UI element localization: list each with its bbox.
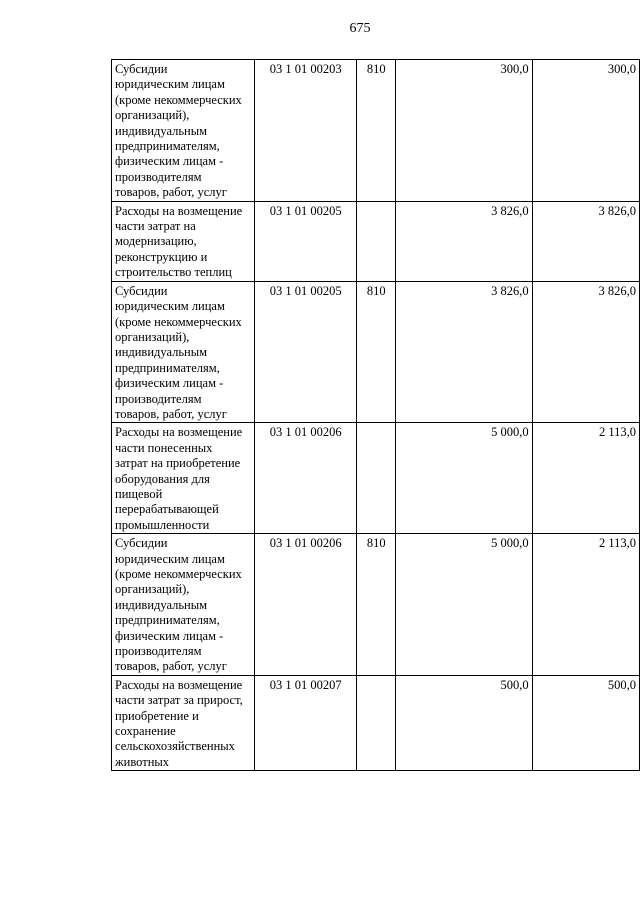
expense-name-line: предпринимателям, — [115, 613, 220, 628]
target-code-cell: 03 1 01 00207 — [255, 675, 357, 770]
expense-name-cell — [112, 281, 255, 423]
expense-name-line: товаров, работ, услуг — [115, 185, 227, 200]
expense-type-cell — [356, 201, 395, 281]
table-row — [112, 534, 640, 676]
expense-name-line: физическим лицам - — [115, 628, 224, 643]
expense-name-line: Расходы на возмещение — [115, 425, 243, 440]
expense-name-line: перерабатывающей — [115, 502, 219, 517]
table-row — [112, 201, 640, 281]
expense-name-cell — [112, 534, 255, 676]
target-code-cell: 03 1 01 00206 — [255, 534, 357, 676]
amount-cell: 300,0 — [396, 60, 532, 202]
expense-name-line: товаров, работ, услуг — [115, 406, 227, 421]
expense-name-cell — [112, 423, 255, 534]
table-body — [112, 60, 640, 771]
target-code-cell: 03 1 01 00203 — [255, 60, 357, 202]
expense-name-line: индивидуальным — [115, 123, 208, 138]
expense-name-line: Субсидии — [115, 536, 168, 551]
expense-name-line: производителям — [115, 644, 202, 659]
amount-cell: 2 113,0 — [532, 534, 639, 676]
expense-name-line: строительство теплиц — [115, 265, 232, 280]
target-code-cell: 03 1 01 00205 — [255, 281, 357, 423]
expense-name-cell — [112, 201, 255, 281]
amount-cell: 5 000,0 — [396, 423, 532, 534]
expense-type-cell: 810 — [356, 60, 395, 202]
expense-name-line: юридическим лицам — [115, 77, 225, 92]
expense-name-line: физическим лицам - — [115, 154, 224, 169]
expense-name-line: производителям — [115, 169, 202, 184]
expense-name-line: индивидуальным — [115, 597, 208, 612]
amount-cell: 300,0 — [532, 60, 639, 202]
expense-name-line: организаций), — [115, 582, 190, 597]
table-row — [112, 675, 640, 770]
amount-cell: 3 826,0 — [396, 281, 532, 423]
page-number: 675 — [349, 21, 371, 36]
amount-cell: 500,0 — [532, 675, 639, 770]
expense-name-line: юридическим лицам — [115, 299, 225, 314]
expense-name-line: сохранение — [115, 724, 176, 739]
table-row — [112, 423, 640, 534]
expense-name-line: животных — [115, 754, 170, 769]
expense-name-line: Расходы на возмещение — [115, 677, 243, 692]
amount-cell: 3 826,0 — [532, 281, 639, 423]
expense-name-line: сельскохозяйственных — [115, 739, 235, 754]
expense-name-line: реконструкцию и — [115, 249, 208, 264]
expense-name-line: модернизацию, — [115, 234, 197, 249]
expense-name-cell — [112, 675, 255, 770]
amount-cell: 500,0 — [396, 675, 532, 770]
expense-name-line: (кроме некоммерческих — [115, 314, 242, 329]
expense-name-line: приобретение и — [115, 708, 199, 723]
amount-cell: 5 000,0 — [396, 534, 532, 676]
expense-name-line: товаров, работ, услуг — [115, 659, 227, 674]
expense-name-line: индивидуальным — [115, 345, 208, 360]
expense-name-line: части понесенных — [115, 440, 213, 455]
expense-name-line: юридическим лицам — [115, 551, 225, 566]
table-row — [112, 60, 640, 202]
expense-name-line: (кроме некоммерческих — [115, 567, 242, 581]
expense-type-cell — [356, 675, 395, 770]
expense-type-cell: 810 — [356, 534, 395, 676]
expense-name-line: физическим лицам - — [115, 376, 224, 391]
expense-name-line: затрат на приобретение — [115, 456, 241, 471]
expense-name-line: пищевой — [115, 486, 163, 501]
expense-name-line: Субсидии — [115, 62, 168, 76]
expense-type-cell: 810 — [356, 281, 395, 423]
expense-name-line: оборудования для — [115, 471, 210, 486]
expense-name-line: предпринимателям, — [115, 360, 220, 375]
expense-name-line: организаций), — [115, 108, 190, 123]
amount-cell: 2 113,0 — [532, 423, 639, 534]
target-code-cell: 03 1 01 00205 — [255, 201, 357, 281]
expense-name-line: части затрат на — [115, 219, 196, 234]
expense-type-cell — [356, 423, 395, 534]
table-row — [112, 281, 640, 423]
expense-name-line: (кроме некоммерческих — [115, 92, 242, 107]
expense-name-line: промышленности — [115, 517, 210, 532]
expense-name-line: организаций), — [115, 329, 190, 344]
amount-cell: 3 826,0 — [532, 201, 639, 281]
expense-name-cell — [112, 60, 255, 202]
expense-name-line: части затрат за прирост, — [115, 693, 243, 708]
amount-cell: 3 826,0 — [396, 201, 532, 281]
target-code-cell: 03 1 01 00206 — [255, 423, 357, 534]
expense-name-line: Расходы на возмещение — [115, 203, 243, 218]
expense-name-line: Субсидии — [115, 283, 168, 298]
expense-name-line: предпринимателям, — [115, 139, 220, 154]
expense-name-line: производителям — [115, 391, 202, 406]
budget-table — [111, 59, 640, 771]
